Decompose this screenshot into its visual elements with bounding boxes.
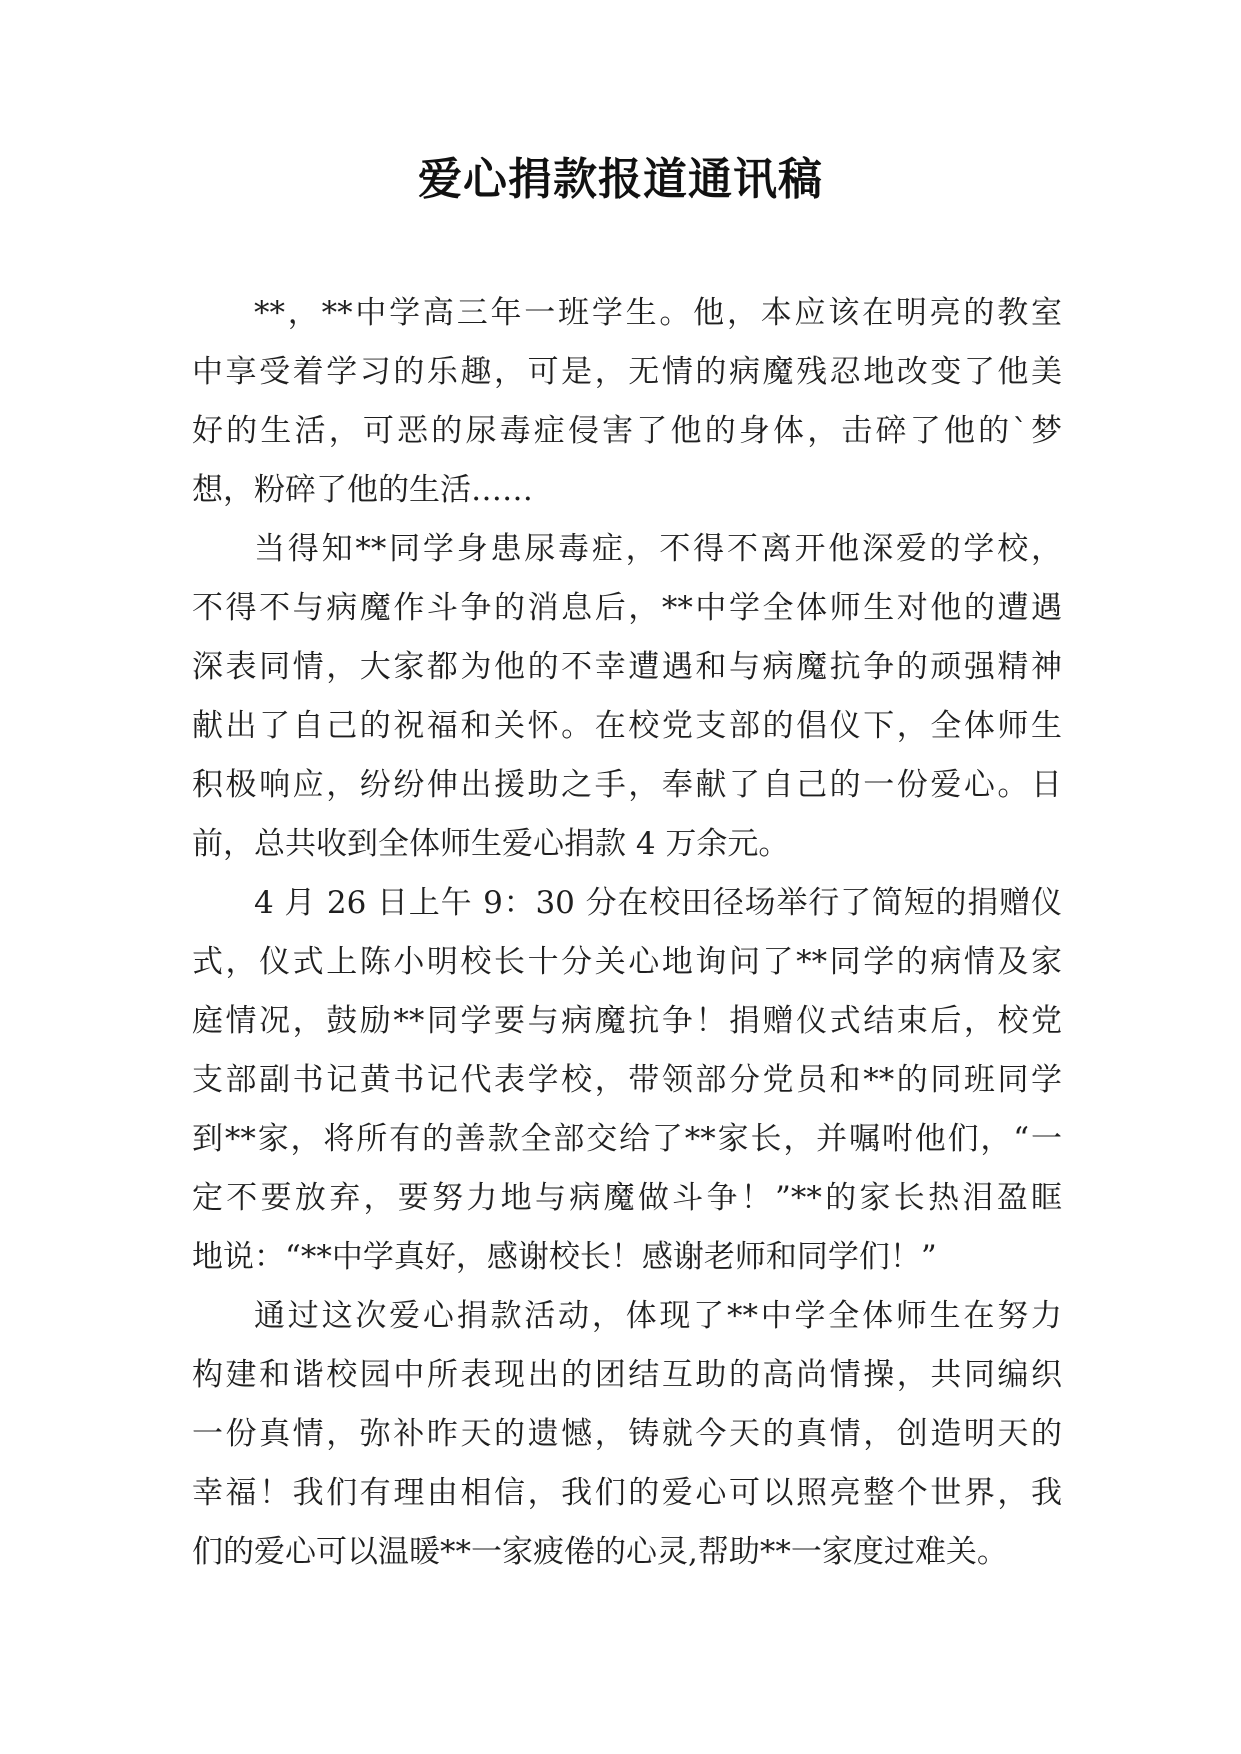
paragraph-1-line-3: 好的生活，可恶的尿毒症侵害了他的身体，击碎了他的`梦	[192, 413, 1062, 449]
paragraph-2-line-5: 积极响应，纷纷伸出援助之手，奉献了自己的一份爱心。日	[192, 767, 1062, 803]
paragraph-2-line-6: 前，总共收到全体师生爱心捐款 4 万余元。	[192, 826, 790, 862]
paragraph-4-line-3: 一份真情，弥补昨天的遗憾，铸就今天的真情，创造明天的	[192, 1416, 1062, 1452]
paragraph-1-line-1: **，**中学高三年一班学生。他，本应该在明亮的教室	[254, 295, 1062, 331]
document-title: 爱心捐款报道通讯稿	[418, 154, 823, 205]
paragraph-2-line-1: 当得知**同学身患尿毒症，不得不离开他深爱的学校，	[254, 531, 1062, 567]
paragraph-2-line-3: 深表同情，大家都为他的不幸遭遇和与病魔抗争的顽强精神	[192, 649, 1062, 685]
paragraph-2-line-4: 献出了自己的祝福和关怀。在校党支部的倡仪下，全体师生	[192, 708, 1062, 744]
paragraph-4-line-4: 幸福！我们有理由相信，我们的爱心可以照亮整个世界，我	[192, 1475, 1062, 1511]
paragraph-3-line-7: 地说：“**中学真好，感谢校长！感谢老师和同学们！”	[192, 1239, 937, 1275]
paragraph-3-line-5: 到**家，将所有的善款全部交给了**家长，并嘱咐他们，“一	[192, 1121, 1062, 1157]
paragraph-4-line-1: 通过这次爱心捐款活动，体现了**中学全体师生在努力	[254, 1298, 1062, 1334]
paragraph-1-line-4: 想，粉碎了他的生活……	[192, 472, 533, 508]
paragraph-3-line-1: 4 月 26 日上午 9：30 分在校田径场举行了简短的捐赠仪	[254, 885, 1062, 921]
paragraph-3-line-6: 定不要放弃，要努力地与病魔做斗争！”**的家长热泪盈眶	[192, 1180, 1062, 1216]
paragraph-3-line-3: 庭情况，鼓励**同学要与病魔抗争！捐赠仪式结束后，校党	[192, 1003, 1062, 1039]
paragraph-2-line-2: 不得不与病魔作斗争的消息后，**中学全体师生对他的遭遇	[192, 590, 1062, 626]
document-body	[192, 284, 1062, 1582]
paragraph-3-line-2: 式，仪式上陈小明校长十分关心地询问了**同学的病情及家	[192, 944, 1062, 980]
paragraph-1-line-2: 中享受着学习的乐趣，可是，无情的病魔残忍地改变了他美	[192, 354, 1062, 390]
paragraph-4-line-2: 构建和谐校园中所表现出的团结互助的高尚情操，共同编织	[192, 1357, 1062, 1393]
paragraph-3-line-4: 支部副书记黄书记代表学校，带领部分党员和**的同班同学	[192, 1062, 1062, 1098]
paragraph-4-line-5: 们的爱心可以温暖**一家疲倦的心灵,帮助**一家度过难关。	[192, 1534, 1008, 1570]
